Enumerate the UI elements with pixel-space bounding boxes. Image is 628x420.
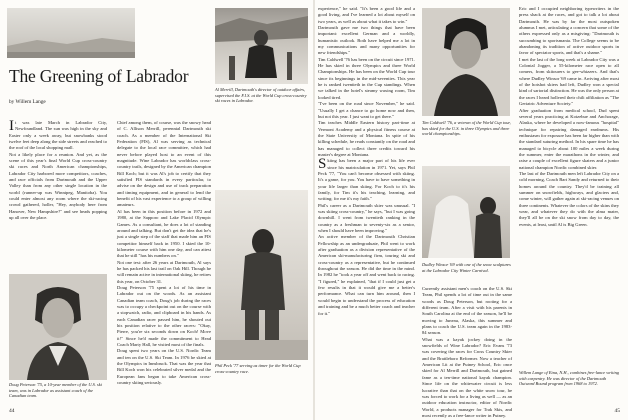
paragraph: "I've been on the road since November," he said. "Usually I get a chance to go home now and then, but not this year. I just want to get there." bbox=[318, 101, 415, 119]
byline: by Willem Lange bbox=[9, 99, 46, 105]
paragraph: After graduation from medical school, Dud spent several years practicing at Kotzebue and Anchorage, Alaska, where he developed a now-famous "hospital" technique for repairing damaged eardrums. His enthusiasm for exposure has been far higher than with the standard suturing method. In his spare time he has managed to bicycle about 100 miles a week during the summer, enter the marathons in the winter, and raise a couple of excellent figure skaters and a junior national champion Nordic combined skier. bbox=[519, 107, 619, 170]
paragraph: It was late March in Labrador City, Newfoundland. The sun was high in the sky and Easter only a week away, but snowbanks stood twelve feet deep along the side streets and reached to the roof of the local shopping mall. bbox=[9, 118, 107, 151]
paragraph: What was a kayak jockey doing in the snowfields of Wine Labrador? Eric Evans '73 was covering the races for Cross Country Skier and the Brattleboro Reformer. Now a teacher of American Lit at the Putney School, Eric once skied for Al Merrill and Dartmouth, but gained fame as a ten-time national kayak champion. Since life on the whitewater circuit is less lucrative than that on the white snow tour, he was forced to work for a living as well — as an outdoor education instructor, editor of Nordic World, a products manager for Trak Skis, and most recently as a free-lance writer in Putney. bbox=[422, 336, 512, 418]
paragraph: Al has been in this position before in 1972 and 1980, at the Sapporo and Lake Placid Olympic Games. As a consultant, he does a lot of standing around and talking. But don't get the idea that he's just a single step of the staff that made him an FIS competitor himself back in 1950. I skied the 10-kilometer course with him one day, and can attest that he still "has his numbers on." bbox=[117, 208, 211, 259]
right-column-2 bbox=[422, 286, 512, 418]
caption-caldwell: Tim Caldwell '76, a veteran of the World Cup tour, has skied for the U.S. in three Olympics and three world championships. bbox=[422, 120, 511, 137]
left-column-2 bbox=[117, 120, 211, 410]
peterson-photo bbox=[9, 274, 107, 380]
paragraph: Phil's career as a Dartmouth skier was unusual. "I was skiing cross-country," he says, "but I was going downhill. I went from twentieth ranking in the country as a freshman to seventy-six as a senior, when I should have been improving." bbox=[318, 202, 415, 234]
paragraph: Not one test: after 26 years at Dartmouth, Al says he has packed his last trail on Oak Hill. Though he will remain active in international skiing, he retires this year, on October 31. bbox=[117, 259, 211, 284]
page-number-left: 44 bbox=[9, 408, 15, 414]
paragraph: Doug spent two years on the U.S. Nordic Team and ten on the U.S. Ski Team. In 1976 he skied at the Olympics in Innsbruck. That was the year that Bill Koch won his celebrated silver medal and the European fans began to take American cross-country skiing seriously. bbox=[117, 348, 211, 386]
paragraph: I met the last of the long week at Labrador City was a Colonial Jogger, a 55-kilometer race open to all comers, from skitourers to gee-whizzers. And that's where Dudley Winsor '69 came in. Arriving after most of the hotshot skiers had left, Dudley won a special kind of sartorial distinction. He was the only person at the races I heard hollered their chili affiliation as "The Geriatric Adventure Society." bbox=[519, 56, 619, 107]
peck-photo bbox=[215, 190, 308, 360]
header-photo bbox=[7, 8, 135, 58]
paragraph: experience," he said. "It's been a good life and a good living, and I've learned a lot about myself on two years, as well as about what it takes to win." bbox=[318, 6, 415, 24]
paragraph: The last of the Dartmouth men left Labrador City on a cold morning, Coach Bart Sandy and returned to their homes around the country. They'd be training all summer on snowfields, highways, and glaciers and, come winter, will gather again at ski-racing venues on three continents. Whatever the colors of the skins they wear, and whatever they do with the alma mater, they'll all be on the ski snow from day to day, the events, at least, until Al is Big Green. bbox=[519, 170, 619, 227]
author-bio: Willem Lange of Etna, N.H., combines free-lance writing with carpentry. He was director of the Dartmouth Outward Bound program from 1968 to 1972. bbox=[519, 370, 619, 387]
paragraph: Dartmouth gave me two things that have been important: excellent German and a worldly, humanistic outlook. Both have helped me a lot in my communications and many opportunities for new friendships." bbox=[318, 25, 415, 56]
right-page bbox=[315, 0, 628, 420]
paragraph: Tim teaches Middle Eastern history part-time at Vermont Academy and a physical fitness course at the State University of Montana. In spite of his killing schedule, he reads constantly on the road and has managed to collect three credits toward his master's degree at Montana. bbox=[318, 120, 415, 157]
right-column-1 bbox=[318, 6, 415, 410]
right-column-3 bbox=[519, 6, 619, 366]
page-number-right: 45 bbox=[614, 408, 620, 414]
merrill-photo bbox=[215, 8, 308, 84]
left-column-1 bbox=[9, 120, 107, 267]
caption-peterson: Doug Peterson '75, a 10-year member of the U.S. ski team, was in Labrador as assistant coach of the Canadian team. bbox=[9, 382, 102, 399]
caption-merrill: Al Merrill, Dartmouth's director of outdoor affairs, supervised the F.I.S. at the World Cup cross-country ski races in Labrador. bbox=[215, 87, 307, 104]
left-page bbox=[0, 0, 313, 420]
paragraph: Not a likely place for a reunion. And yet, as the scene of this year's final World Cup cross-country ski races and North American championships, Labrador City harbored more competitors, coaches, and race officials from Dartmouth and the Upper Valley than from any other single location in the world (runner-up was Winnipeg, Manitoba). You could enter almost any room where the ski-racing crowd gathered, holler, "Hey, anybody here from Hanover, New Hampshire?" and see heads popping up all over the place. bbox=[9, 151, 107, 221]
article-title: The Greening of Labrador bbox=[9, 66, 189, 86]
paragraph: Chief among them, of course, was the snowy head of C. Allison Merrill, perennial Dartmouth ski coach. As a member of the International Ski Federation (FIS), Al was serving as technical delegate to the local race committee, which had never before played host to an event of this magnitude. Wine Labrador has worldclass cross-country trails, designed by the American champion Bill Koch; but it was Al's job to certify that they satisfied FIS standards in every particular, to advise on the design and use of track preparation and timing equipment, and in general to lend the benefit of his vast experience to a group of willing amateurs. bbox=[117, 120, 211, 208]
paragraph: Skiing has been a major part of his life ever since his matriculation in 1971. Yet, says Phil Peck '77, "You can't become obsessed with skiing. It's a game, for you. You have to have something in your life larger than skiing. For Koch to it's his family, for Tim it's his teaching, learning, and writing; for me it's my faith." bbox=[318, 156, 415, 202]
caption-peck: Phil Peck '77 serving as timer for the World Cup cross-country race. bbox=[215, 363, 301, 374]
caption-dudley: Dudley Winsor '69 with one of the snow sculptures at the Labrador City Winter Carnival. bbox=[422, 262, 511, 273]
dudley-photo bbox=[422, 166, 510, 258]
paragraph: Doug Peterson '75 spent a lot of his time in Labrador out on the woods. As an assistant Canadian team coach, Doug's job during the races was to occupy a checkpoint out on the course with a stopwatch, radio, and clipboard in his hands. As each Canadian racer passed him, he shouted out his position relative to the other racers: "Okay, Pierre, you're six seconds down on Koch! Move it!" Since he'd made the commitment to Head Coach Marty Hall, he visited most of the finals. bbox=[117, 284, 211, 348]
paragraph: Tim Caldwell '76 has been on the circuit since 1971. He has skied in three Olympics and three World Championships. He has been on the World Cup tour since its beginnings in the mid-seventies. This year he is ranked twentieth in the Cup standings. When we talked in the hotel's steamy waxing room, Tim looked tired. bbox=[318, 56, 415, 100]
paragraph: Eric and I occupied neighboring typewriters in the press shack at the races, and got to talk a lot about Dartmouth. He was by far the most outspoken alumnus I met, articulating a concern that some of the others expressed only as a misgiving: "Dartmouth is succumbing to sportsmania. The College seems to be abandoning its tradition of active outdoor sports in favor of spectator sports, and that's a shame." bbox=[519, 6, 619, 56]
caldwell-photo bbox=[422, 8, 510, 116]
paragraph: Currently assistant men's coach on the U.S. Ski Team, Phil spends a lot of time out in the same woods as Doug Peterson, but rooting for a different team. After a visit with his parents in South Carolina at the end of the season, he'll be moving to Juneau, Alaska, this summer and plans to coach the U.S. team again in the 1983-84 season. bbox=[422, 286, 512, 336]
paragraph: An active member of the Dartmouth Christian Fellowship as an undergraduate, Phil went to work after graduation as a division representative of the American ski-manufacturing firm, touring ski and cross-country as a representative, but he continued throughout the season. He did the time in the mind. In 1982 he "took a year off and went back to racing. "I figured," he explained, "that if I could just get a few results in that it would give me a better's performance. What can turn him around, then I would begin to understand the process of education and training and be a much better coach and teacher for it." bbox=[318, 234, 415, 316]
